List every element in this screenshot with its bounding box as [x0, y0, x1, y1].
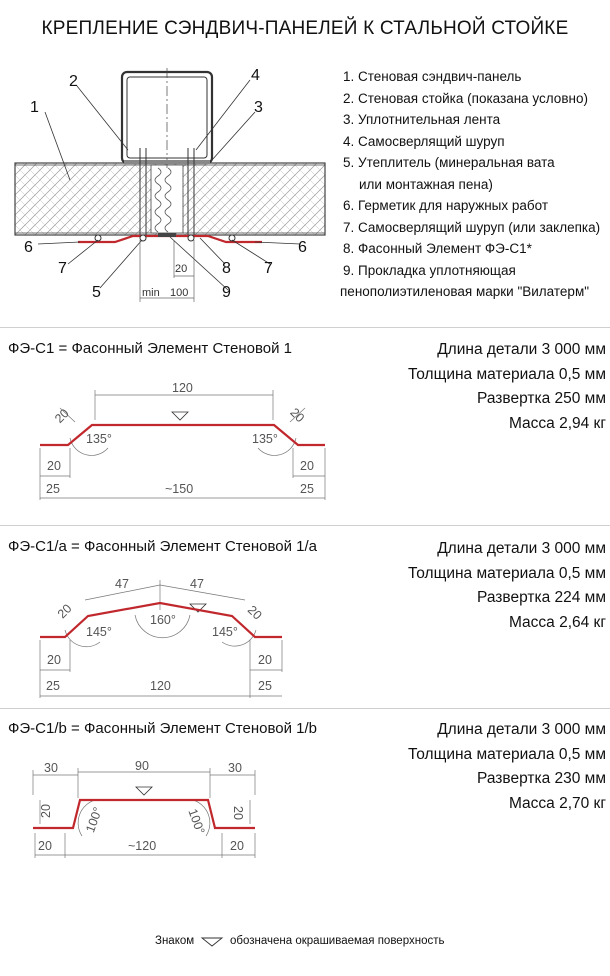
dim-20-left: 20 — [39, 804, 53, 818]
spec-thickness: Толщина материала 0,5 мм — [408, 564, 606, 582]
legend-item-5: 5. Утеплитель (минеральная вата — [343, 155, 555, 170]
legend-item-2: 2. Стеновая стойка (показана условно) — [343, 90, 588, 106]
callout-9: 9 — [222, 284, 231, 301]
dim-120: ~120 — [128, 839, 157, 853]
spec-development: Развертка 224 мм — [477, 589, 606, 606]
callout-2: 2 — [69, 73, 78, 90]
dim-100: 100 — [170, 287, 189, 299]
dim-135-left: 135° — [86, 432, 112, 446]
section-divider — [0, 525, 610, 526]
dim-20-bottom-right: 20 — [230, 839, 244, 853]
dim-120: 120 — [150, 679, 171, 693]
section-title-fe-c1: ФЭ-С1 = Фасонный Элемент Стеновой 1 — [8, 340, 292, 357]
dim-20-right: 20 — [231, 806, 245, 820]
legend-item-9: 9. Прокладка уплотняющая — [343, 262, 516, 278]
legend-item-1: 1. Стеновая сэндвич-панель — [343, 69, 522, 84]
dim-20-left: 20 — [54, 601, 75, 622]
dim-20-left: 20 — [52, 406, 72, 426]
callout-6-right: 6 — [298, 239, 307, 256]
dim-20-bottom-left: 20 — [47, 459, 61, 473]
specs-fe-c1b — [408, 718, 606, 816]
spec-development: Развертка 250 мм — [477, 390, 606, 407]
paint-marker — [136, 787, 152, 795]
steel-column — [122, 68, 212, 170]
spec-length: Длина детали 3 000 мм — [437, 341, 606, 358]
dim-90: 90 — [135, 759, 149, 773]
spec-length: Длина детали 3 000 мм — [437, 721, 606, 738]
dim-25-left: 25 — [46, 679, 60, 693]
callout-7-right: 7 — [264, 260, 273, 277]
callout-7-left: 7 — [58, 260, 67, 277]
dim-min: min — [142, 287, 160, 299]
sealing-tape — [124, 160, 210, 164]
spec-mass: Масса 2,70 кг — [508, 794, 606, 812]
footer-text-before: Знаком — [155, 935, 195, 947]
page-title: КРЕПЛЕНИЕ СЭНДВИЧ-ПАНЕЛЕЙ К СТАЛЬНОЙ СТОЙКЕ — [41, 18, 569, 39]
dim-25-left: 25 — [46, 482, 60, 496]
legend-item-3: 3. Уплотнительная лента — [343, 112, 501, 127]
callout-3: 3 — [254, 99, 263, 116]
profile-drawing-fe-c1 — [0, 370, 340, 520]
legend-item-7: 7. Самосверлящий шуруп (или заклепка) — [343, 219, 601, 235]
callout-8: 8 — [222, 260, 231, 277]
dim-100-left: 100° — [83, 805, 106, 835]
callout-4: 4 — [251, 67, 260, 84]
legend-item-6: 6. Герметик для наружных работ — [343, 198, 549, 213]
dim-20-bottom-right: 20 — [300, 459, 314, 473]
dim-30-left: 30 — [44, 761, 58, 775]
dim-20: 20 — [175, 263, 188, 275]
callout-6-left: 6 — [24, 239, 33, 256]
dim-100-right: 100° — [185, 807, 208, 837]
spec-length: Длина детали 3 000 мм — [437, 540, 606, 557]
dim-20-bottom-left: 20 — [47, 653, 61, 667]
section-divider — [0, 708, 610, 709]
dim-25-right: 25 — [258, 679, 272, 693]
screw-head-left — [140, 235, 146, 241]
dim-25-right: 25 — [300, 482, 314, 496]
legend-list — [340, 66, 601, 303]
paint-marker-icon — [200, 936, 224, 948]
section-title-fe-c1a: ФЭ-С1/а = Фасонный Элемент Стеновой 1/а — [8, 538, 318, 555]
spec-thickness: Толщина материала 0,5 мм — [408, 745, 606, 763]
dim-47-left: 47 — [115, 577, 129, 591]
dim-135-right: 135° — [252, 432, 278, 446]
callout-1: 1 — [30, 99, 39, 116]
dim-20-right: 20 — [287, 405, 308, 426]
legend-item-8: 8. Фасонный Элемент ФЭ-С1* — [343, 241, 532, 256]
spec-thickness: Толщина материала 0,5 мм — [408, 365, 606, 383]
specs-fe-c1a — [408, 537, 606, 635]
spec-development: Развертка 230 мм — [477, 770, 606, 787]
dim-20-bottom-left: 20 — [38, 839, 52, 853]
specs-fe-c1 — [408, 338, 606, 436]
dim-30-right: 30 — [228, 761, 242, 775]
dim-160: 160° — [150, 613, 176, 627]
callout-5: 5 — [92, 284, 101, 301]
paint-marker — [172, 412, 188, 420]
screw-head-right — [188, 235, 194, 241]
legend-item-4: 4. Самосверлящий шуруп — [343, 133, 505, 149]
profile-outline — [40, 425, 325, 445]
profile-outline — [33, 800, 255, 828]
profile-drawing-fe-c1a — [0, 565, 340, 715]
dim-120: 120 — [172, 381, 193, 395]
dim-150: ~150 — [165, 482, 194, 496]
section-divider — [0, 327, 610, 328]
dim-20-bottom-right: 20 — [258, 653, 272, 667]
legend-item-5-cont: или монтажная пена) — [359, 176, 493, 192]
spec-mass: Масса 2,94 кг — [508, 414, 606, 432]
assembly-drawing — [0, 55, 340, 305]
dim-20-right: 20 — [244, 602, 265, 623]
section-title-fe-c1b: ФЭ-С1/b = Фасонный Элемент Стеновой 1/b — [8, 720, 318, 737]
gasket — [158, 233, 176, 237]
profile-drawing-fe-c1b — [0, 745, 300, 885]
footer-text-after: обозначена окрашиваемая поверхность — [230, 935, 445, 947]
spec-mass: Масса 2,64 кг — [508, 613, 606, 631]
dim-145-right: 145° — [212, 625, 238, 639]
legend-item-9-cont: пенополиэтиленовая марки "Вилатерм" — [340, 284, 590, 299]
dim-47-right: 47 — [190, 577, 204, 591]
dim-145-left: 145° — [86, 625, 112, 639]
